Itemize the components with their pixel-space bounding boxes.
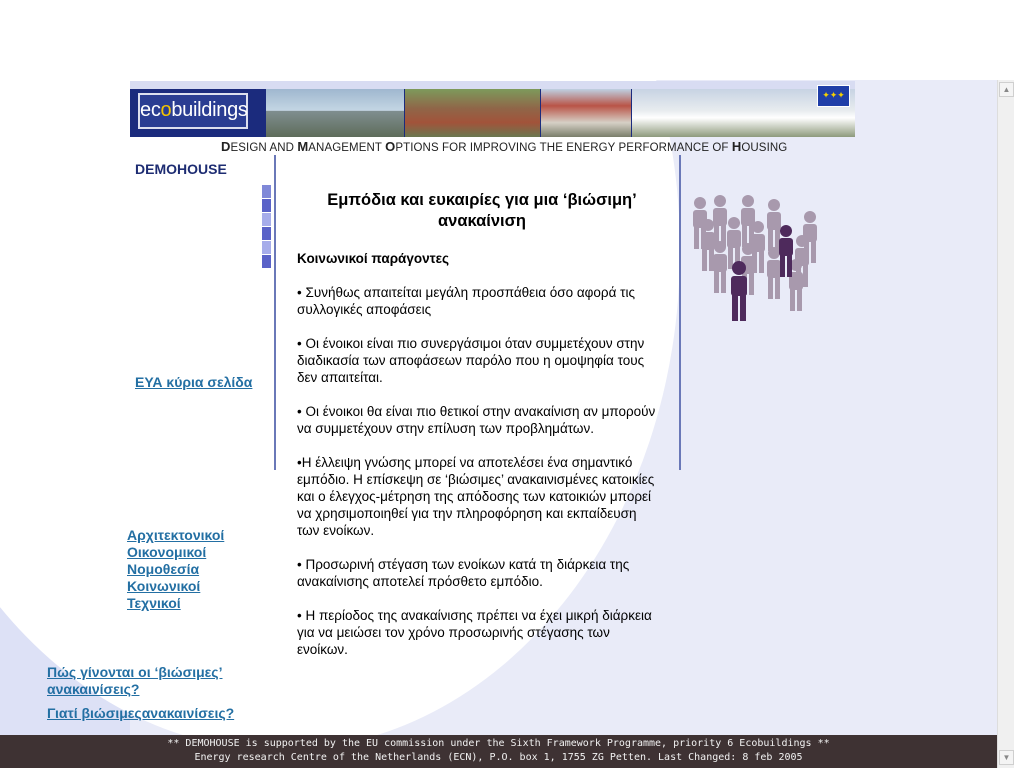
banner-photo-modern-building bbox=[266, 89, 404, 137]
square-decoration bbox=[262, 213, 271, 226]
logo-suffix: buildings bbox=[171, 99, 248, 121]
content-paragraph: • Προσωρινή στέγαση των ενοίκων κατά τη διάρκεια της ανακαίνισης αποτελεί πρόσθετο εμπόδιο. bbox=[297, 557, 630, 589]
footer-line-2: Energy research Centre of the Netherlands (ECN), P.O. box 1, 1755 ZG Petten. Last Changed: 8 feb 2005 bbox=[194, 752, 803, 763]
banner-top-strip bbox=[130, 81, 855, 89]
square-decoration bbox=[262, 199, 271, 212]
topic-link-social[interactable]: Κοινωνικοί bbox=[127, 578, 201, 594]
main-content bbox=[297, 190, 657, 675]
how-sustainable-renovation-link[interactable]: Πώς γίνονται οι ‘βιώσιμες’ ανακαινίσεις? bbox=[47, 664, 223, 697]
page-title: Εμπόδια και ευκαιρίες για μια ‘βιώσιμη’ ανακαίνιση bbox=[327, 191, 637, 230]
scroll-up-arrow-icon[interactable]: ▲ bbox=[999, 82, 1014, 97]
content-paragraph: • Η περίοδος της ανακαίνισης πρέπει να έχει μικρή διάρκεια για να μειώσει τον χρόνο προσωρινής στέγασης των ενοίκων. bbox=[297, 608, 652, 657]
people-group-icon bbox=[688, 195, 833, 325]
content-paragraph: • Συνήθως απαιτείται μεγάλη προσπάθεια όσο αφορά τις συλλογικές αποφάσεις bbox=[297, 285, 635, 317]
content-paragraph: • Οι ένοικοι θα είναι πιο θετικοί στην ανακαίνιση αν μπορούν να συμμετέχουν στην επίλυση των προβλημάτων. bbox=[297, 404, 656, 436]
logo-prefix: ec bbox=[140, 99, 161, 121]
square-decoration bbox=[262, 241, 271, 254]
tagline-text: ESIGN AND bbox=[230, 142, 298, 154]
tagline-text: OUSING bbox=[741, 142, 788, 154]
square-decoration bbox=[262, 255, 271, 268]
square-decoration bbox=[262, 185, 271, 198]
question-links bbox=[47, 664, 267, 721]
tagline-text: ANAGEMENT bbox=[308, 142, 386, 154]
tagline-initial-d: D bbox=[221, 139, 231, 154]
site-tagline bbox=[221, 139, 787, 154]
home-link[interactable]: ΕΥΑ κύρια σελίδα bbox=[135, 374, 253, 390]
topic-link-legislation[interactable]: Νομοθεσία bbox=[127, 561, 200, 577]
topic-links bbox=[127, 527, 224, 612]
banner-photo-brick-building bbox=[405, 89, 540, 137]
logo-accent: o bbox=[160, 99, 172, 121]
content-paragraph: •Η έλλειψη γνώσης μπορεί να αποτελέσει ένα σημαντικό εμπόδιο. Η επίσκεψη σε ‘βιώσιμες’ ανακαινισμένες κατοικίες και ο έλεγχος-μέτρηση της απόδοσης των κατοικιών μπορεί να χρησιμοποιηθεί για την πληροφόρηση και εκπαίδευση των ενοίκων. bbox=[297, 455, 655, 538]
footer-line-1: ** DEMOHOUSE is supported by the EU commission under the Sixth Framework Programme, priority 6 Ecobuildings ** bbox=[167, 738, 830, 749]
site-name: DEMOHOUSE bbox=[135, 161, 227, 177]
right-divider bbox=[679, 155, 681, 470]
vertical-scrollbar[interactable] bbox=[997, 80, 1014, 768]
topic-link-architecture[interactable]: Αρχιτεκτονικοί bbox=[127, 527, 225, 543]
tagline-initial-m: M bbox=[297, 139, 309, 154]
header-banner bbox=[130, 81, 855, 137]
scroll-down-arrow-icon[interactable]: ▼ bbox=[999, 750, 1014, 765]
content-paragraph: • Οι ένοικοι είναι πιο συνεργάσιμοι όταν συμμετέχουν στην διαδικασία των αποφάσεων παρόλο που η ομοψηφία τους δεν απαιτείται. bbox=[297, 336, 645, 385]
section-subtitle: Κοινωνικοί παράγοντες bbox=[297, 251, 450, 266]
eu-flag-icon: ✦✦✦ bbox=[817, 85, 850, 107]
why-sustainable-renovation-link[interactable]: Γιατί βιώσιμεςανακαινίσεις? bbox=[47, 705, 235, 721]
topic-link-technical[interactable]: Τεχνικοί bbox=[127, 595, 181, 611]
left-divider bbox=[274, 155, 276, 470]
page-footer bbox=[0, 735, 997, 768]
topic-link-economic[interactable]: Οικονομικοί bbox=[127, 544, 207, 560]
tagline-text: PTIONS FOR IMPROVING THE ENERGY PERFORMANCE OF bbox=[395, 142, 732, 154]
tagline-initial-o: O bbox=[385, 139, 396, 154]
banner-photo-apartment-block bbox=[541, 89, 631, 137]
square-decoration bbox=[262, 227, 271, 240]
ecobuildings-logo[interactable] bbox=[138, 93, 248, 129]
decorative-squares bbox=[262, 185, 271, 269]
tagline-initial-h: H bbox=[731, 139, 742, 154]
